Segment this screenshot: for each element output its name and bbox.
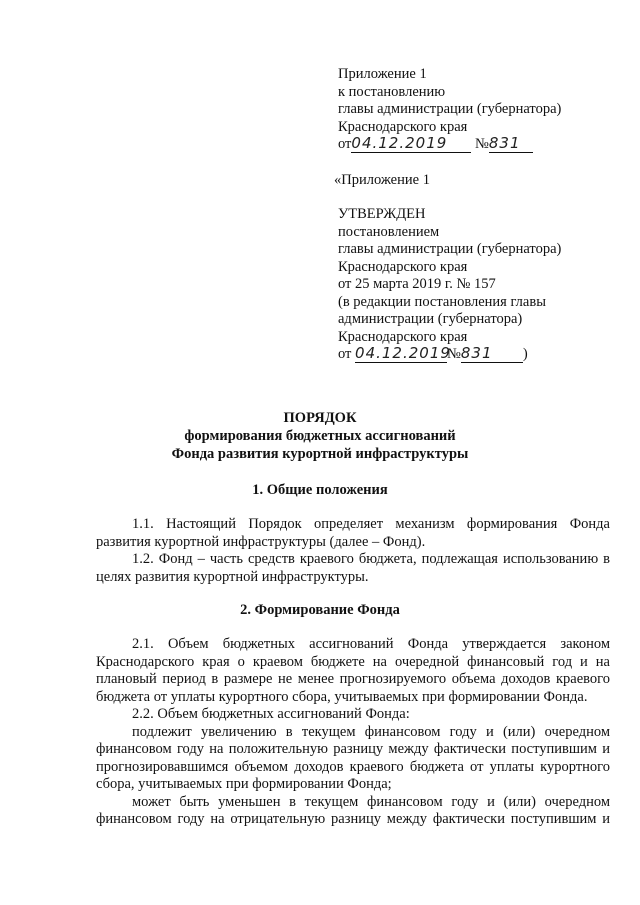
approved-line: УТВЕРЖДЕН: [338, 206, 426, 222]
approved-date-line: [338, 346, 561, 364]
approved-line: Краснодарского края: [338, 258, 468, 275]
handwritten-date: 04.12.2019: [355, 344, 451, 362]
approved-line: администрации (губернатора): [338, 311, 523, 327]
number-sign: №: [475, 136, 489, 152]
header-appendix-line: Приложение 1: [338, 66, 427, 82]
section-2-body: [96, 636, 610, 846]
paragraph-2-2: 2.2. Объем бюджетных ассигнований Фонда:: [132, 706, 410, 722]
section-2-heading: 2. Формирование Фонда: [240, 602, 400, 618]
closing-parenthesis: ): [522, 346, 528, 362]
approved-line: постановлением: [338, 223, 440, 240]
paragraph-2-2-decrease: может быть уменьшен в текущем финансовом году и (или) очередном финансовом году на отрицательную разницу между фактически поступившим и: [96, 793, 610, 827]
paragraph-2-1: 2.1. Объем бюджетных ассигнований Фонда утверждается законом Краснодарского края о краевом бюджете на очередной финансовый год и на плановый период в размере не менее прогнозируемого объема доходов краевого бюджета от уплаты курортного сбора, учитываемых при формировании Фонда.: [96, 636, 610, 705]
date-prefix: от: [338, 346, 352, 362]
paragraph-1-2: 1.2. Фонд – часть средств краевого бюджета, подлежащая использованию в целях развития курортной инфраструктуры.: [96, 551, 610, 585]
handwritten-number: 831: [460, 344, 493, 362]
paragraph-1-1: 1.1. Настоящий Порядок определяет механизм формирования Фонда развития курортной инфраструктуры (далее – Фонд).: [96, 516, 610, 550]
header-appendix-line: главы администрации (губернатора): [338, 101, 562, 117]
handwritten-number: 831: [488, 134, 521, 152]
section-1-heading: 1. Общие положения: [252, 482, 388, 498]
title-line-1: ПОРЯДОК: [283, 410, 357, 426]
approved-line: Краснодарского края: [338, 328, 468, 345]
header-appendix-line: Краснодарского края: [338, 118, 468, 135]
date-prefix: от: [338, 136, 352, 152]
quoted-appendix: [334, 172, 430, 190]
quoted-appendix-title: «Приложение 1: [334, 172, 430, 188]
number-sign: №: [447, 346, 461, 362]
header-appendix-line: к постановлению: [338, 83, 446, 100]
approved-line: (в редакции постановления главы: [338, 293, 546, 310]
section-1-body: [96, 516, 610, 586]
title-line-2: формирования бюджетных ассигнований: [184, 428, 456, 444]
approved-block: [338, 206, 561, 364]
handwritten-date: 04.12.2019: [351, 134, 448, 152]
approved-line: главы администрации (губернатора): [338, 241, 562, 257]
approved-line: от 25 марта 2019 г. № 157: [338, 276, 496, 292]
paragraph-2-2-increase: подлежит увеличению в текущем финансовом году и (или) очередном финансовом году на положительную разницу между фактически поступившим и прогнозировавшимся объемом доходов краевого бюджета от уплаты курортного сбора, учитываемых при формировании Фонда;: [96, 723, 610, 792]
header-appendix: [338, 66, 561, 154]
header-date-line: [338, 136, 561, 154]
title-line-3: Фонда развития курортной инфраструктуры: [171, 446, 469, 462]
